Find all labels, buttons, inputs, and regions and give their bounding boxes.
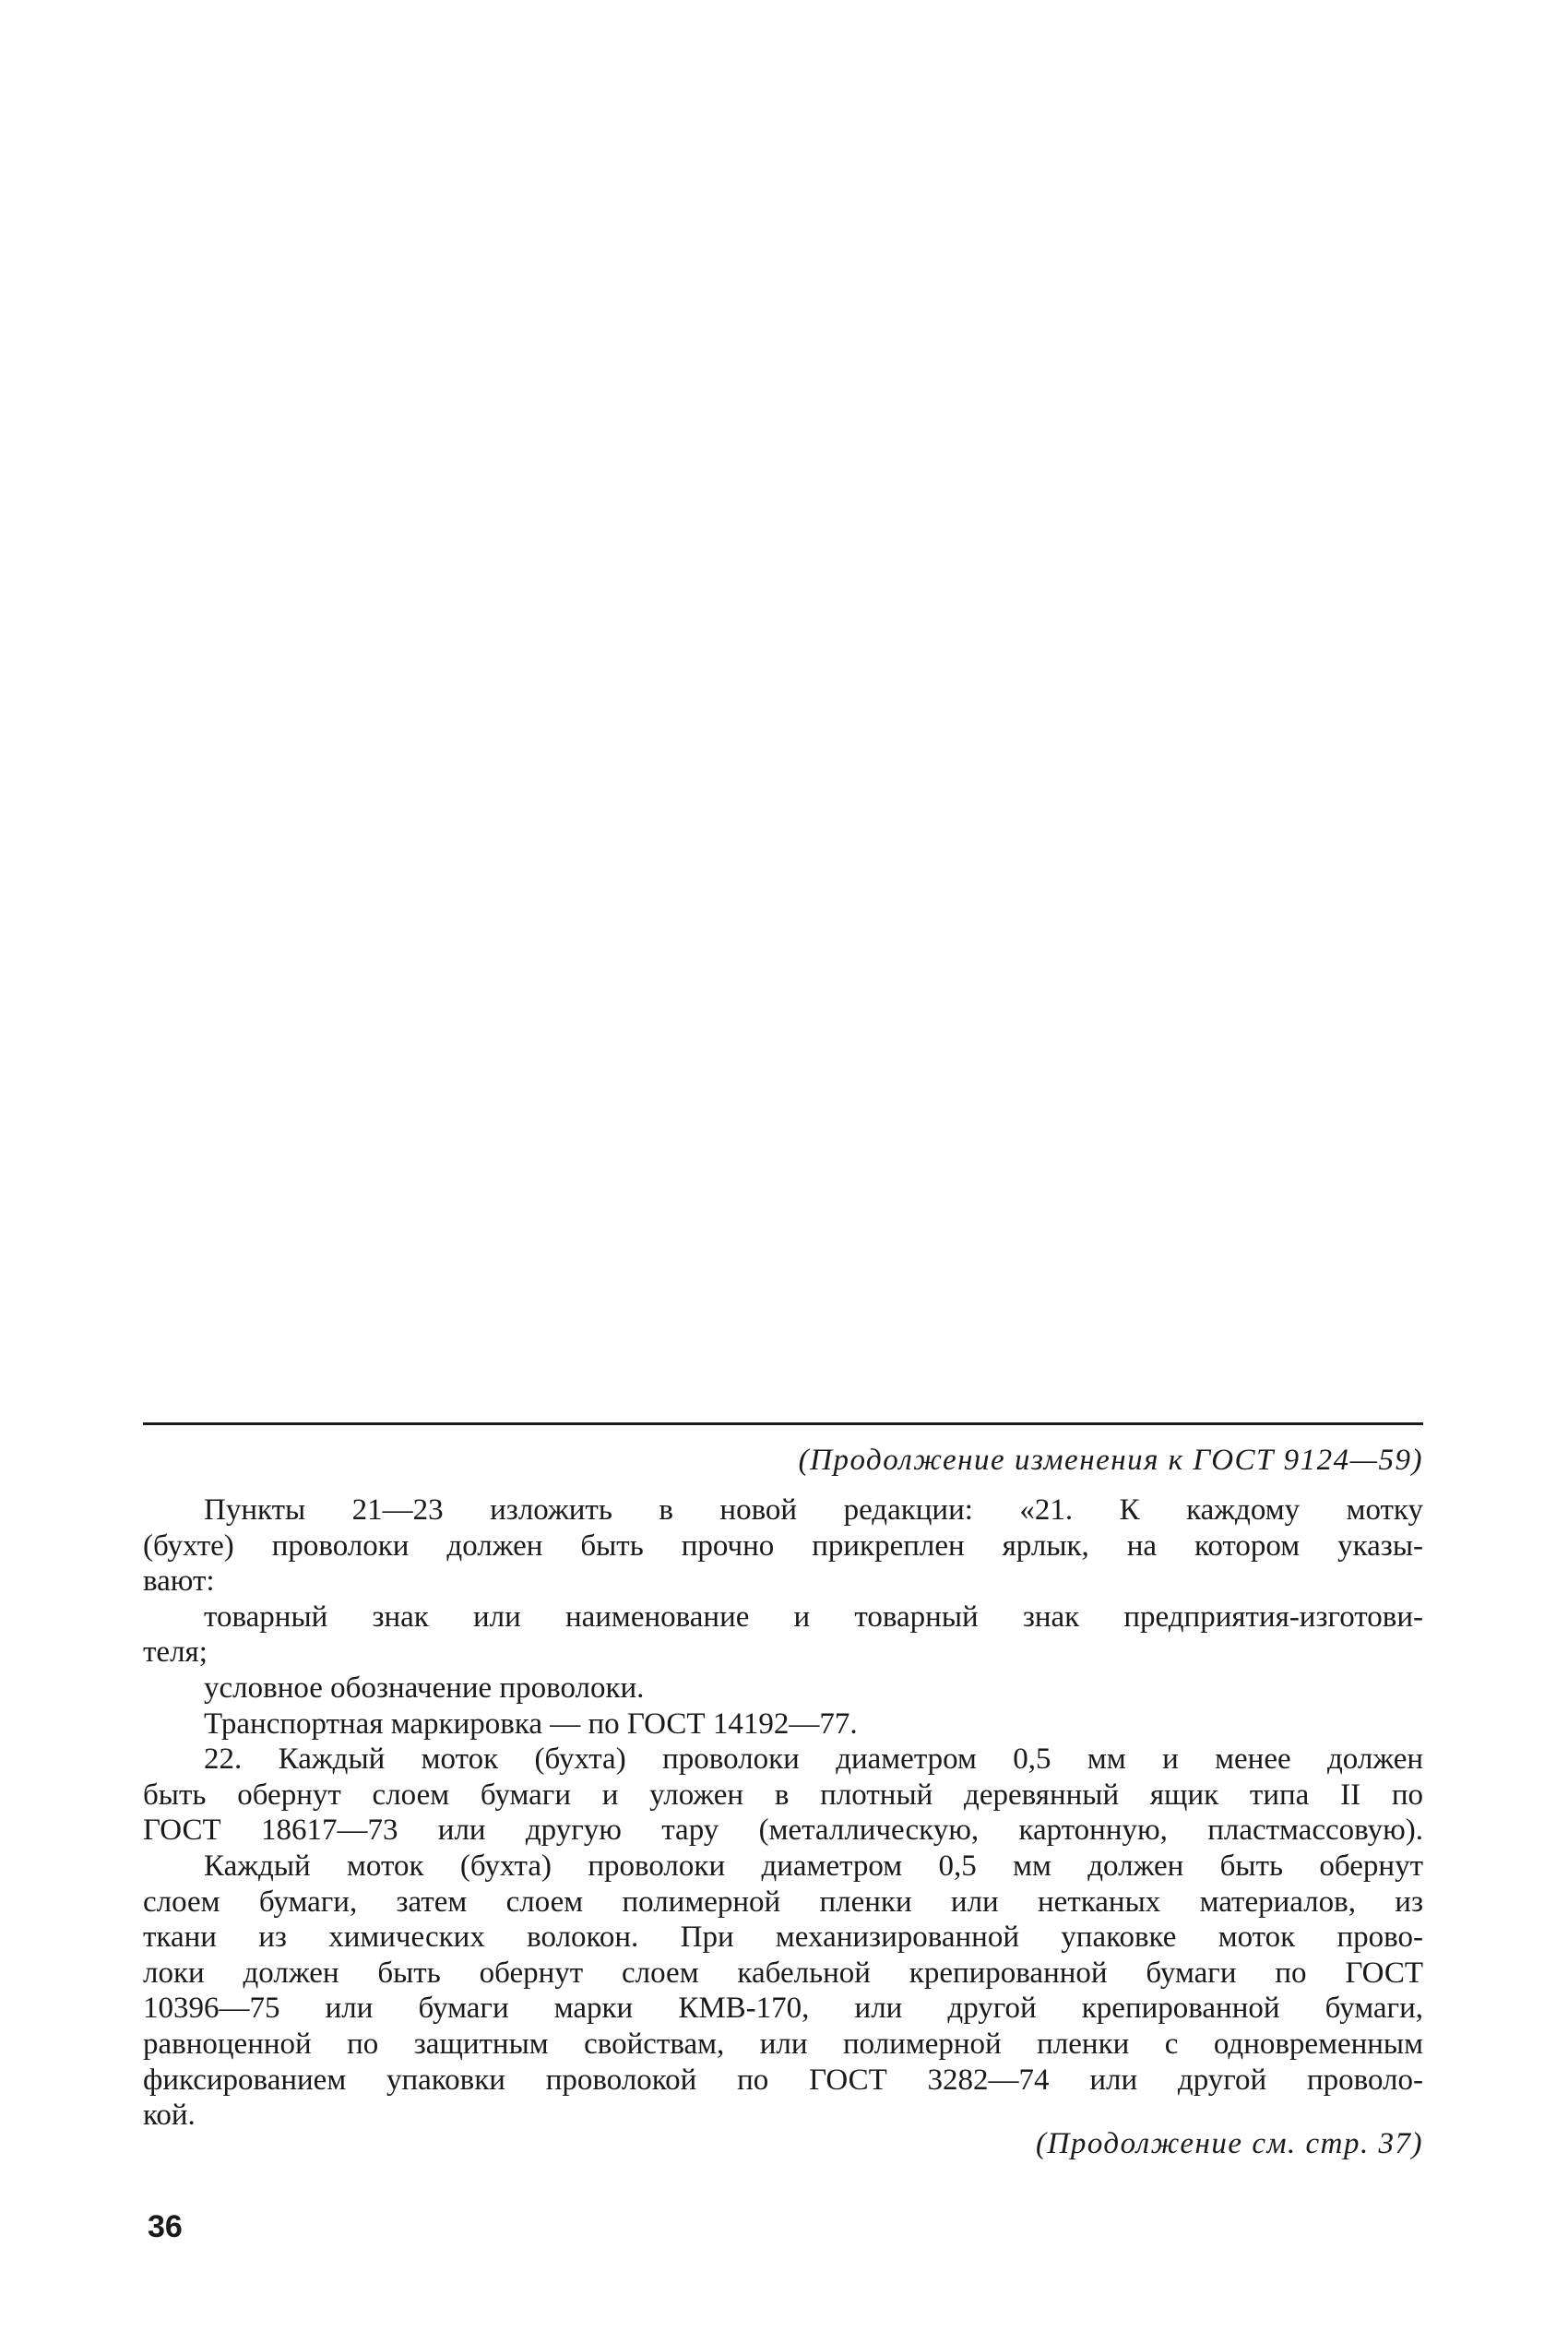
text-line: кой. [143, 2099, 196, 2133]
text-line: условное обозначение проволоки. [204, 1671, 645, 1705]
text-line: Пункты 21—23 изложить в новой редакции: «21. К каждому мотку [204, 1493, 1423, 1527]
page-number: 36 [148, 2209, 183, 2244]
text-line: ГОСТ 18617—73 или другую тару (металлическую, картонную, пластмассовую). [143, 1814, 1423, 1848]
text-line: локи должен быть обернут слоем кабельной крепированной бумаги по ГОСТ [143, 1956, 1423, 1990]
text-line: фиксированием упаковки проволокой по ГОСТ 3282—74 или другой проволо- [143, 2063, 1423, 2097]
body-text [143, 1493, 1423, 2134]
text-line: 10396—75 или бумаги марки КМВ-170, или другой крепированной бумаги, [143, 1992, 1423, 2026]
text-line: вают: [143, 1564, 215, 1599]
separator-rule [143, 1422, 1423, 1425]
text-line: теля; [143, 1635, 208, 1670]
text-line: (бухте) проволоки должен быть прочно прикреплен ярлык, на котором указы- [143, 1528, 1423, 1563]
text-line: Транспортная маркировка — по ГОСТ 14192—77. [204, 1707, 858, 1741]
text-line: равноценной по защитным свойствам, или полимерной пленки с одновременным [143, 2027, 1423, 2061]
text-line: слоем бумаги, затем слоем полимерной пленки или нетканых материалов, из [143, 1885, 1423, 1919]
text-line: быть обернут слоем бумаги и уложен в плотный деревянный ящик типа II по [143, 1778, 1423, 1812]
text-line: Каждый моток (бухта) проволоки диаметром 0,5 мм должен быть обернут [204, 1849, 1423, 1883]
text-line: 22. Каждый моток (бухта) проволоки диаметром 0,5 мм и менее должен [204, 1742, 1423, 1777]
text-line: ткани из химических волокон. При механизированной упаковке моток прово- [143, 1921, 1423, 1955]
continuation-footer: (Продолжение см. стр. 37) [1036, 2127, 1423, 2160]
continuation-header: (Продолжение изменения к ГОСТ 9124—59) [798, 1444, 1423, 1477]
text-line: товарный знак или наименование и товарный знак предприятия-изготови- [204, 1600, 1423, 1634]
